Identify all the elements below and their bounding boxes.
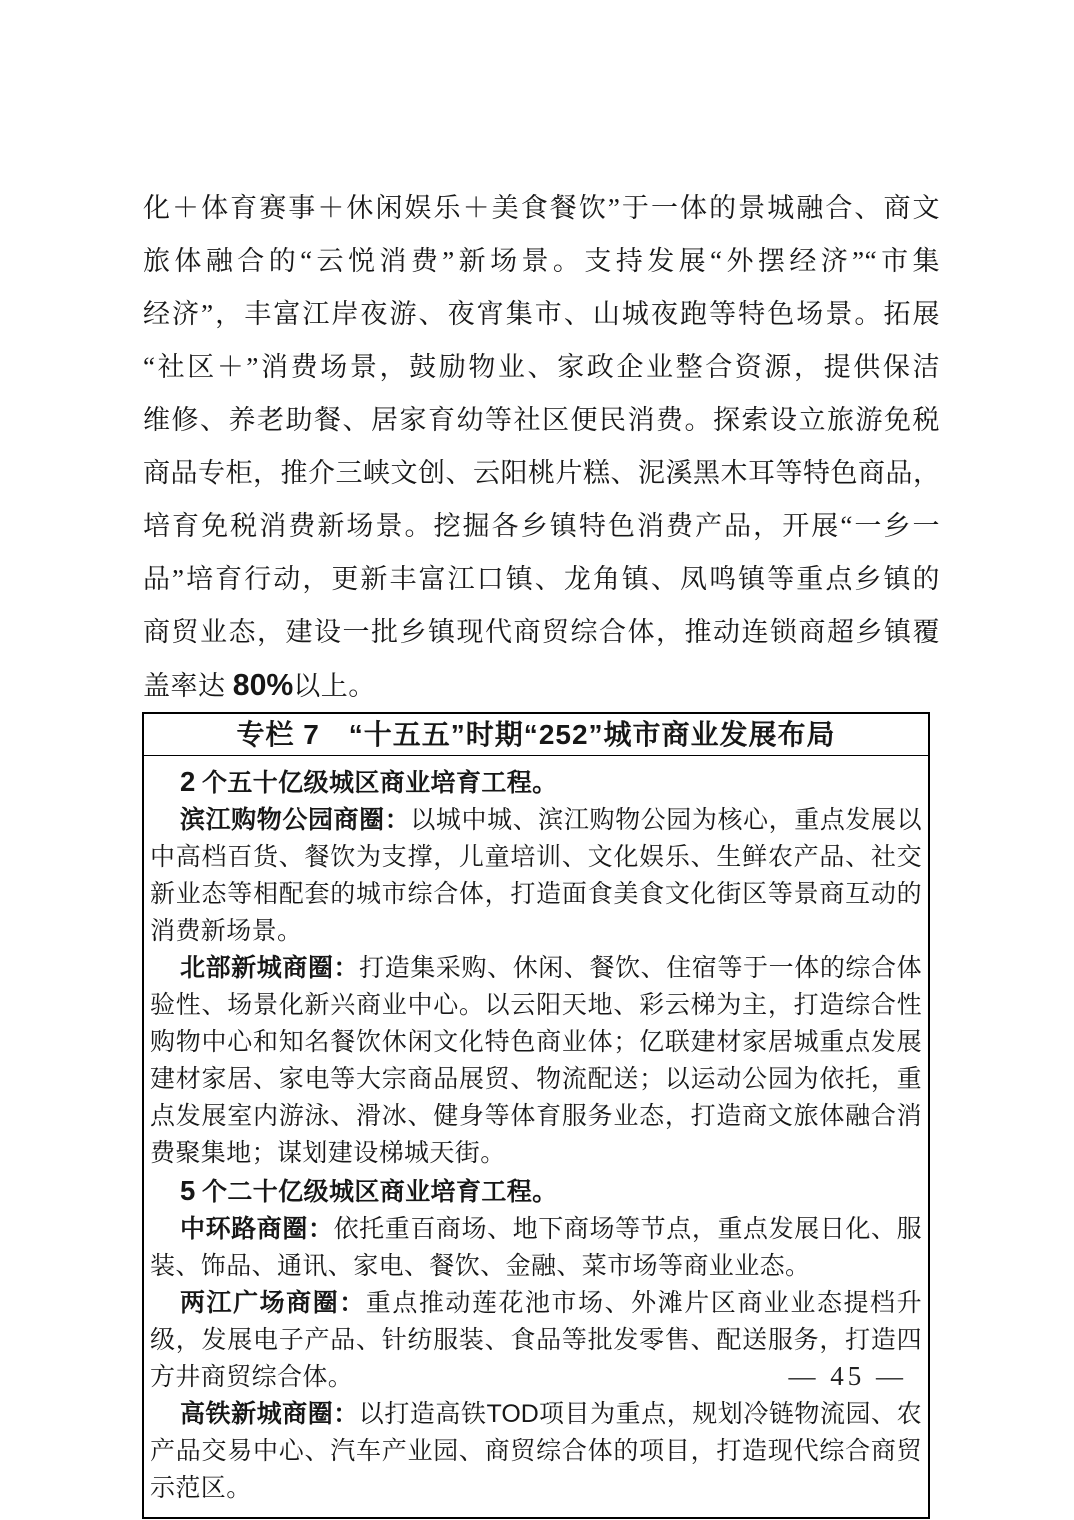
panel-entry — [150, 802, 922, 950]
body-line: 旅体融合的“云悦消费”新场景。支持发展“外摆经济”“市集 — [143, 246, 940, 276]
latin-text: 7 — [303, 719, 320, 750]
panel-title: 专栏 7 “十五五”时期“252”城市商业发展布局 — [144, 714, 928, 756]
panel-entry-text: 重点推动莲花池市场、外滩片区商业业态提档升级，发展电子产品、针纺服装、食品等批发零售、配送服务，打造四方井商贸综合体。 — [150, 1290, 922, 1391]
body-line: 商品专柜，推介三峡文创、云阳桃片糕、泥溪黑木耳等特色商品， — [143, 458, 941, 488]
latin-text: 5 — [180, 1175, 196, 1206]
panel-entry — [150, 1211, 922, 1285]
latin-text: 2 — [180, 766, 196, 797]
panel-entry-label: 2 个五十亿级城区商业培育工程。 — [180, 766, 558, 797]
latin-text: TOD — [486, 1400, 539, 1428]
panel-entry-label: 中环路商圈： — [180, 1216, 334, 1243]
body-line: 商贸业态，建设一批乡镇现代商贸综合体，推动连锁商超乡镇覆 — [143, 617, 940, 647]
body-paragraph — [143, 182, 940, 712]
body-line: 盖率达 80%以上。 — [143, 669, 376, 702]
panel-entry-label: 滨江购物公园商圈： — [180, 807, 411, 834]
panel-entry-label: 北部新城商圈： — [180, 955, 360, 982]
panel-column-7 — [142, 712, 930, 1519]
panel-entry-text: 以打造高铁TOD项目为重点，规划冷链物流园、农产品交易中心、汽车产业园、商贸综合体的项目，打造现代综合商贸示范区。 — [150, 1400, 922, 1502]
latin-text: 80% — [232, 669, 294, 702]
body-line: 维修、养老助餐、居家育幼等社区便民消费。探索设立旅游免税 — [143, 405, 940, 435]
body-line: 经济”，丰富江岸夜游、夜宵集市、山城夜跑等特色场景。拓展 — [143, 299, 940, 329]
panel-entry-label: 高铁新城商圈： — [180, 1401, 359, 1428]
panel-entry — [150, 1396, 922, 1507]
panel-entry-text: 依托重百商场、地下商场等节点，重点发展日化、服装、饰品、通讯、家电、餐饮、金融、菜市场等商业业态。 — [150, 1216, 922, 1280]
body-line: 品”培育行动，更新丰富江口镇、龙角镇、凤鸣镇等重点乡镇的 — [143, 564, 940, 594]
panel-heading — [150, 763, 922, 802]
panel-entry-text: 打造集采购、休闲、餐饮、住宿等于一体的综合体验性、场景化新兴商业中心。以云阳天地、彩云梯为主，打造综合性购物中心和知名餐饮休闲文化特色商业体；亿联建材家居城重点发展建材家居、家电等大宗商品展贸、物流配送；以运动公园为依托，重点发展室内游泳、滑冰、健身等体育服务业态，打造商文旅体融合消费聚集地；谋划建设梯城天街。 — [150, 955, 922, 1167]
page-number: — 45 — — [788, 1361, 907, 1391]
body-line: “社区＋”消费场景，鼓励物业、家政企业整合资源，提供保洁 — [143, 352, 940, 382]
panel-entry-label: 5 个二十亿级城区商业培育工程。 — [180, 1175, 558, 1206]
panel-entry-label: 两江广场商圈： — [180, 1290, 366, 1317]
body-line: 化＋体育赛事＋休闲娱乐＋美食餐饮”于一体的景城融合、商文 — [143, 193, 940, 223]
latin-text: 252 — [538, 719, 589, 750]
body-line: 培育免税消费新场景。挖掘各乡镇特色消费产品，开展“一乡一 — [143, 511, 940, 541]
panel-heading — [150, 1172, 922, 1211]
panel-body — [144, 756, 928, 1517]
panel-entry-text: 以城中城、滨江购物公园为核心，重点发展以中高档百货、餐饮为支撑，儿童培训、文化娱乐、生鲜农产品、社交新业态等相配套的城市综合体，打造面食美食文化街区等景商互动的消费新场景。 — [150, 807, 922, 945]
panel-entry — [150, 950, 922, 1172]
